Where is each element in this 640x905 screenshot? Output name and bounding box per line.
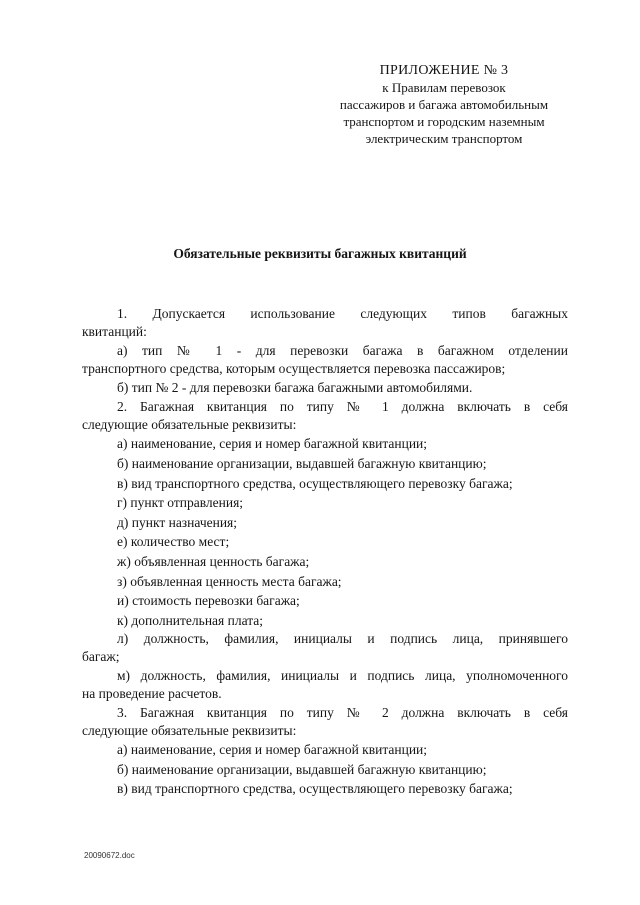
paragraph-line: квитанций: [82,324,147,339]
paragraph-line: а) тип № 1 - для перевозки багажа в багажном отделении [117,342,568,358]
paragraph-line: б) наименование организации, выдавшей багажную квитанцию; [117,761,487,777]
paragraph-line: следующие обязательные реквизиты: [82,416,297,432]
annex-line: электрическим транспортом [365,131,523,146]
paragraph-line: в) вид транспортного средства, осуществляющего перевозку багажа; [117,781,513,797]
paragraph-line: е) количество мест; [117,534,230,550]
paragraph-line: на проведение расчетов. [82,685,222,701]
paragraph-line: д) пункт назначения; [117,514,238,530]
annex-title: ПРИЛОЖЕНИЕ № 3 [379,63,509,78]
paragraph-line: з) объявленная ценность места багажа; [117,573,342,589]
paragraph-line: б) наименование организации, выдавшей багажную квитанцию; [117,455,487,471]
paragraph-line: а) наименование, серия и номер багажной квитанции; [117,742,428,758]
annex-block [318,62,570,147]
paragraph-line: м) должность, фамилия, инициалы и подпись лица, уполномоченного [117,667,568,683]
paragraph-line: л) должность, фамилия, инициалы и подпись лица, принявшего [117,631,568,647]
paragraph-line: в) вид транспортного средства, осуществляющего перевозку багажа; [117,475,513,491]
paragraph-line: и) стоимость перевозки багажа; [117,593,300,609]
paragraph-line: г) пункт отправления; [117,495,244,511]
paragraph-line: 2. Багажная квитанция по типу № 1 должна включать в себя [117,398,568,414]
file-name-footer: 20090672.doc [84,851,135,860]
annex-line: к Правилам перевозок [382,80,506,95]
paragraph-line: к) дополнительная плата; [117,612,264,628]
paragraph-line: багаж; [82,649,120,665]
paragraph-line: б) тип № 2 - для перевозки багажа багажными автомобилями. [117,380,473,396]
paragraph-line: ж) объявленная ценность багажа; [117,553,310,569]
paragraph-line: а) наименование, серия и номер багажной квитанции; [117,436,428,452]
paragraph-line: 1. Допускается использование следующих типов багажных [117,306,568,321]
paragraph-line: транспортного средства, которым осуществляется перевозка пассажиров; [82,360,506,376]
document-body [82,305,568,799]
annex-line: транспортом и городским наземным [343,114,545,129]
paragraph-line: следующие обязательные реквизиты: [82,722,297,738]
annex-line: пассажиров и багажа автомобильным [339,97,549,112]
document-heading: Обязательные реквизиты багажных квитанций [173,246,467,261]
paragraph-line: 3. Багажная квитанция по типу № 2 должна включать в себя [117,704,568,720]
